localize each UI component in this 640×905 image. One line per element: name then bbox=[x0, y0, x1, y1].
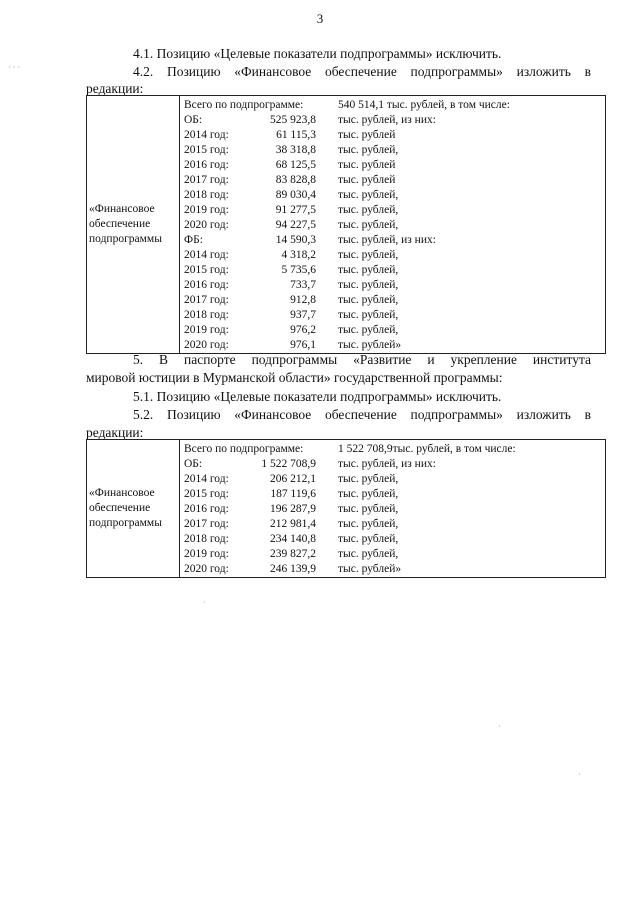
paragraph-4-1: 4.1. Позицию «Целевые показатели подпрограммы» исключить. bbox=[133, 46, 502, 61]
row-unit: тыс. рублей, bbox=[338, 294, 399, 306]
paragraph-5-1: 5.1. Позицию «Целевые показатели подпрограммы» исключить. bbox=[133, 389, 502, 404]
row-unit: тыс. рублей, bbox=[338, 548, 399, 560]
row-year: 2017 год: bbox=[184, 518, 229, 530]
table-row bbox=[184, 203, 510, 218]
row-year: 2017 год: bbox=[184, 174, 229, 186]
row-value: 38 318,8 bbox=[275, 144, 316, 156]
row-value: 196 287,9 bbox=[270, 503, 316, 515]
paragraph-4-2: 4.2. Позицию «Финансовое обеспечение подпрограммы» изложить в bbox=[133, 64, 591, 79]
table-row bbox=[184, 547, 516, 562]
row-unit: тыс. рублей, bbox=[338, 324, 399, 336]
row-year: 2016 год: bbox=[184, 279, 229, 291]
row-value: 68 125,5 bbox=[275, 159, 316, 171]
paragraph-5: 5. В паспорте подпрограммы «Развитие и укрепление института bbox=[133, 352, 591, 367]
row-value: 5 735,6 bbox=[281, 264, 316, 276]
row-unit: тыс. рублей, bbox=[338, 518, 399, 530]
total-value: 1 522 708,9тыс. рублей, в том числе: bbox=[338, 443, 516, 455]
table-row bbox=[184, 218, 510, 233]
table-row bbox=[184, 472, 516, 487]
scan-speck: · bbox=[203, 598, 206, 607]
row-value: 239 827,2 bbox=[270, 548, 316, 560]
row-value: 89 030,4 bbox=[275, 189, 316, 201]
row-value: 234 140,8 bbox=[270, 533, 316, 545]
row-unit: тыс. рублей, bbox=[338, 473, 399, 485]
scan-speck: · bbox=[498, 722, 501, 731]
row-year: 2019 год: bbox=[184, 548, 229, 560]
paragraph-5-2-continuation: редакции: bbox=[86, 425, 144, 440]
table-1-label: «Финансовое обеспечение подпрограммы bbox=[87, 96, 180, 354]
row-unit: тыс. рублей, bbox=[338, 309, 399, 321]
row-unit: тыс. рублей, bbox=[338, 219, 399, 231]
row-year: 2016 год: bbox=[184, 159, 229, 171]
row-value: 206 212,1 bbox=[270, 473, 316, 485]
table-row bbox=[184, 502, 516, 517]
total-value: 540 514,1 тыс. рублей, в том числе: bbox=[338, 99, 510, 111]
row-unit: тыс. рублей, bbox=[338, 503, 399, 515]
row-value: 14 590,3 bbox=[275, 234, 316, 246]
row-unit: тыс. рублей, из них: bbox=[338, 234, 436, 246]
row-unit: тыс. рублей» bbox=[338, 563, 402, 575]
row-value: 976,2 bbox=[290, 324, 316, 336]
row-year: 2016 год: bbox=[184, 503, 229, 515]
table-row bbox=[184, 248, 510, 263]
row-year: 2020 год: bbox=[184, 563, 229, 575]
table-row bbox=[184, 457, 516, 472]
row-value: 525 923,8 bbox=[270, 114, 316, 126]
row-value: 1 522 708,9 bbox=[261, 458, 316, 470]
row-value: 212 981,4 bbox=[270, 518, 316, 530]
row-unit: тыс. рублей bbox=[338, 174, 396, 186]
paragraph-4-2-continuation: редакции: bbox=[86, 81, 144, 96]
row-value: 94 227,5 bbox=[275, 219, 316, 231]
row-year: 2015 год: bbox=[184, 144, 229, 156]
row-unit: тыс. рублей» bbox=[338, 339, 402, 351]
row-year: 2014 год: bbox=[184, 249, 229, 261]
row-year: 2017 год: bbox=[184, 294, 229, 306]
table-row bbox=[184, 113, 510, 128]
paragraph-5-2: 5.2. Позицию «Финансовое обеспечение подпрограммы» изложить в bbox=[133, 407, 591, 422]
table-row bbox=[184, 338, 510, 353]
scan-speck: · bbox=[578, 770, 581, 779]
row-value: 61 115,3 bbox=[276, 129, 316, 141]
row-unit: тыс. рублей, bbox=[338, 264, 399, 276]
row-value: 976,1 bbox=[290, 339, 316, 351]
table-row bbox=[184, 128, 510, 143]
row-year: 2020 год: bbox=[184, 219, 229, 231]
table-row bbox=[184, 143, 510, 158]
row-value: 187 119,6 bbox=[270, 488, 316, 500]
row-unit: тыс. рублей, bbox=[338, 279, 399, 291]
row-value: 91 277,5 bbox=[275, 204, 316, 216]
table-2-rows bbox=[184, 442, 516, 577]
table-row bbox=[184, 532, 516, 547]
table-row bbox=[184, 188, 510, 203]
table-row bbox=[184, 173, 510, 188]
row-value: 246 139,9 bbox=[270, 563, 316, 575]
row-value: 83 828,8 bbox=[275, 174, 316, 186]
scan-specks: · · · bbox=[8, 63, 20, 72]
table-row bbox=[184, 98, 510, 113]
table-row bbox=[184, 233, 510, 248]
row-unit: тыс. рублей, bbox=[338, 533, 399, 545]
table-row bbox=[184, 293, 510, 308]
table-row bbox=[184, 517, 516, 532]
table-row bbox=[184, 308, 510, 323]
row-year: ОБ: bbox=[184, 114, 203, 126]
row-year: 2018 год: bbox=[184, 533, 229, 545]
table-2-body bbox=[180, 440, 606, 578]
table-row bbox=[184, 158, 510, 173]
row-year: ОБ: bbox=[184, 458, 203, 470]
row-unit: тыс. рублей, bbox=[338, 488, 399, 500]
row-value: 912,8 bbox=[290, 294, 316, 306]
row-unit: тыс. рублей, bbox=[338, 189, 399, 201]
row-unit: тыс. рублей, bbox=[338, 249, 399, 261]
total-label: Всего по подпрограмме: bbox=[184, 99, 304, 111]
table-row bbox=[184, 442, 516, 457]
page-number: 3 bbox=[316, 11, 324, 26]
table-row bbox=[184, 487, 516, 502]
row-value: 733,7 bbox=[290, 279, 316, 291]
table-2-label: «Финансовое обеспечение подпрограммы bbox=[87, 440, 180, 578]
row-year: ФБ: bbox=[184, 234, 203, 246]
row-year: 2014 год: bbox=[184, 129, 229, 141]
paragraph-5-continuation: мировой юстиции в Мурманской области» государственной программы: bbox=[86, 370, 503, 385]
row-unit: тыс. рублей bbox=[338, 159, 396, 171]
table-row bbox=[184, 562, 516, 577]
financing-table-1 bbox=[86, 95, 606, 354]
row-unit: тыс. рублей, bbox=[338, 204, 399, 216]
table-1-body bbox=[180, 96, 606, 354]
row-year: 2018 год: bbox=[184, 309, 229, 321]
row-year: 2015 год: bbox=[184, 264, 229, 276]
row-unit: тыс. рублей, из них: bbox=[338, 114, 436, 126]
row-unit: тыс. рублей bbox=[338, 129, 396, 141]
row-year: 2020 год: bbox=[184, 339, 229, 351]
row-unit: тыс. рублей, bbox=[338, 144, 399, 156]
row-year: 2019 год: bbox=[184, 204, 229, 216]
table-row bbox=[184, 323, 510, 338]
table-row bbox=[184, 278, 510, 293]
table-row bbox=[184, 263, 510, 278]
row-year: 2018 год: bbox=[184, 189, 229, 201]
row-value: 937,7 bbox=[290, 309, 316, 321]
row-year: 2015 год: bbox=[184, 488, 229, 500]
row-year: 2019 год: bbox=[184, 324, 229, 336]
financing-table-2 bbox=[86, 439, 606, 578]
total-label: Всего по подпрограмме: bbox=[184, 443, 304, 455]
row-unit: тыс. рублей, из них: bbox=[338, 458, 436, 470]
row-year: 2014 год: bbox=[184, 473, 229, 485]
table-1-rows bbox=[184, 98, 510, 353]
row-value: 4 318,2 bbox=[281, 249, 316, 261]
